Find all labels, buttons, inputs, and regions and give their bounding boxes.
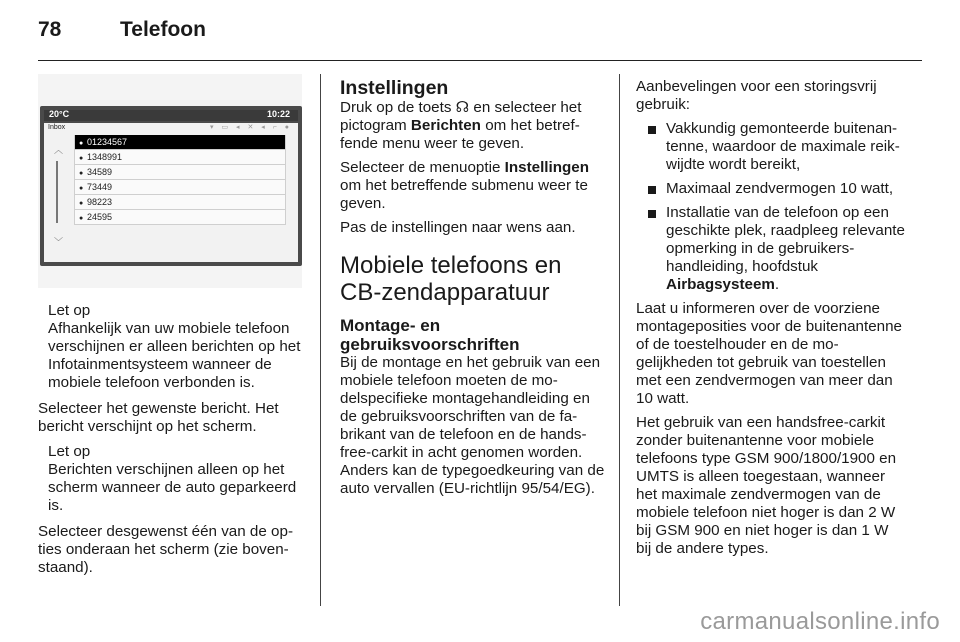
message-icon: ● xyxy=(79,185,84,192)
message-icon: ● xyxy=(79,140,84,147)
message-row[interactable] xyxy=(74,165,286,180)
message-list xyxy=(74,135,286,225)
scrollbar[interactable] xyxy=(56,161,58,223)
header-rule xyxy=(38,60,922,61)
message-sender: 01234567 xyxy=(87,137,128,147)
screen-frame xyxy=(40,106,302,266)
column-1 xyxy=(38,302,308,577)
clock-display: 10:22 xyxy=(266,109,290,119)
paragraph-mount-positions: Laat u informeren over de voorziene montageposities voor de buitenantenne of de toestelhouder en de mogelijkheden tot gebruik van toestellen met een zendvermogen van meer dan 10 watt. xyxy=(636,300,902,407)
note-1 xyxy=(38,302,308,392)
bullet-square-icon xyxy=(648,210,656,218)
message-icon: ● xyxy=(79,170,84,177)
paragraph-handsfree: Het gebruik van een handsfree-carkit zonder buitenantenne voor mobiele telefoons type GSM 900/1800/1900 en UMTS is alleen toegestaan, wanneer het maximale zendvermogen van de mobiele telefoon niet hoger is dan 2 W bij GSM 900 en niet hoger is dan 1 W bij de andere types. xyxy=(636,414,897,557)
note-2-label: Let op xyxy=(48,443,91,460)
bullet-item: Installatie van de telefoon op een geschikte plek, raadpleeg relevante opmerking in de gebruikershandleiding, hoofdstuk Airbagsysteem. xyxy=(636,204,906,294)
paragraph-settings-1: Druk op de toets ☊ en selecteer het pictogram Berichten om het betreffende menu weer te geven. xyxy=(340,99,582,152)
paragraph-select-options: Selecteer desgewenst één van de opties onderaan het scherm (zie bovenstaand). xyxy=(38,523,293,576)
page-number: 78 xyxy=(38,18,62,41)
bullet-square-icon xyxy=(648,126,656,134)
heading-mobile-phones: Mobiele telefoons en CB-zendapparatuur xyxy=(340,252,562,306)
heading-mounting-rules: Montage- en gebruiksvoorschriften xyxy=(340,316,520,354)
screen-status-bar xyxy=(44,110,298,121)
page-header xyxy=(38,18,922,50)
section-title: Telefoon xyxy=(120,18,206,41)
note-2-text: Berichten verschijnen alleen op het scherm wanneer de auto geparkeerd is. xyxy=(48,461,297,514)
bullet-item: Vakkundig gemonteerde buitenantenne, waardoor de maximale reikwijdte wordt bereikt, xyxy=(636,120,906,174)
note-2 xyxy=(38,443,308,515)
temperature-display: 20°C xyxy=(49,109,70,119)
paragraph-select-message: Selecteer het gewenste bericht. Het bericht verschijnt op het scherm. xyxy=(38,400,279,435)
message-icon: ● xyxy=(79,200,84,207)
message-sender: 73449 xyxy=(87,182,113,192)
message-row[interactable] xyxy=(74,180,286,195)
message-row[interactable] xyxy=(74,210,286,225)
note-1-text: Afhankelijk van uw mobiele telefoon verschijnen er alleen berichten op het Infotainmentsysteem wanneer de mobiele telefoon verbonden is. xyxy=(48,320,301,391)
message-row[interactable] xyxy=(74,150,286,165)
message-sender: 98223 xyxy=(87,197,113,207)
scroll-down-icon[interactable]: ﹀ xyxy=(54,237,64,247)
screen-content xyxy=(44,123,298,262)
message-row[interactable] xyxy=(74,135,286,150)
phone-key-icon: ☊ xyxy=(455,99,470,116)
scroll-up-icon[interactable]: ︿ xyxy=(54,145,64,155)
paragraph-mounting: Bij de montage en het gebruik van een mobiele telefoon moeten de modelspecifieke montagehandleiding en de gebruiksvoorschriften van de fabrikant van de telefoon en de hands-free-carkit in acht genomen worden. Anders kan de typegoedkeuring van de auto vervallen (EU-richtlijn 95/54/EG). xyxy=(340,354,605,497)
bullet-square-icon xyxy=(648,186,656,194)
message-icon: ● xyxy=(79,215,84,222)
column-2 xyxy=(340,78,608,498)
inbox-title: Inbox xyxy=(48,124,66,131)
paragraph-settings-2: Selecteer de menuoptie Instellingen om het betreffende submenu weer te geven. xyxy=(340,159,590,212)
status-icons: ▾ ▭ ◂ ✕ ◂ ⌐ ● xyxy=(209,124,292,131)
column-divider-2 xyxy=(619,74,620,606)
message-sender: 34589 xyxy=(87,167,113,177)
message-row[interactable] xyxy=(74,195,286,210)
bullet-item: Maximaal zendvermogen 10 watt, xyxy=(636,180,906,198)
paragraph-settings-3: Pas de instellingen naar wens aan. xyxy=(340,219,576,236)
message-icon: ● xyxy=(79,155,84,162)
heading-settings: Instellingen xyxy=(340,77,449,99)
column-3 xyxy=(636,78,906,558)
message-sender: 24595 xyxy=(87,212,113,222)
message-sender: 1348991 xyxy=(87,152,123,162)
note-1-label: Let op xyxy=(48,302,91,319)
paragraph-recommendations: Aanbevelingen voor een storingsvrij gebruik: xyxy=(636,78,877,113)
infotainment-screenshot xyxy=(38,74,302,288)
watermark: carmanualsonline.info xyxy=(700,608,940,635)
column-divider-1 xyxy=(320,74,321,606)
